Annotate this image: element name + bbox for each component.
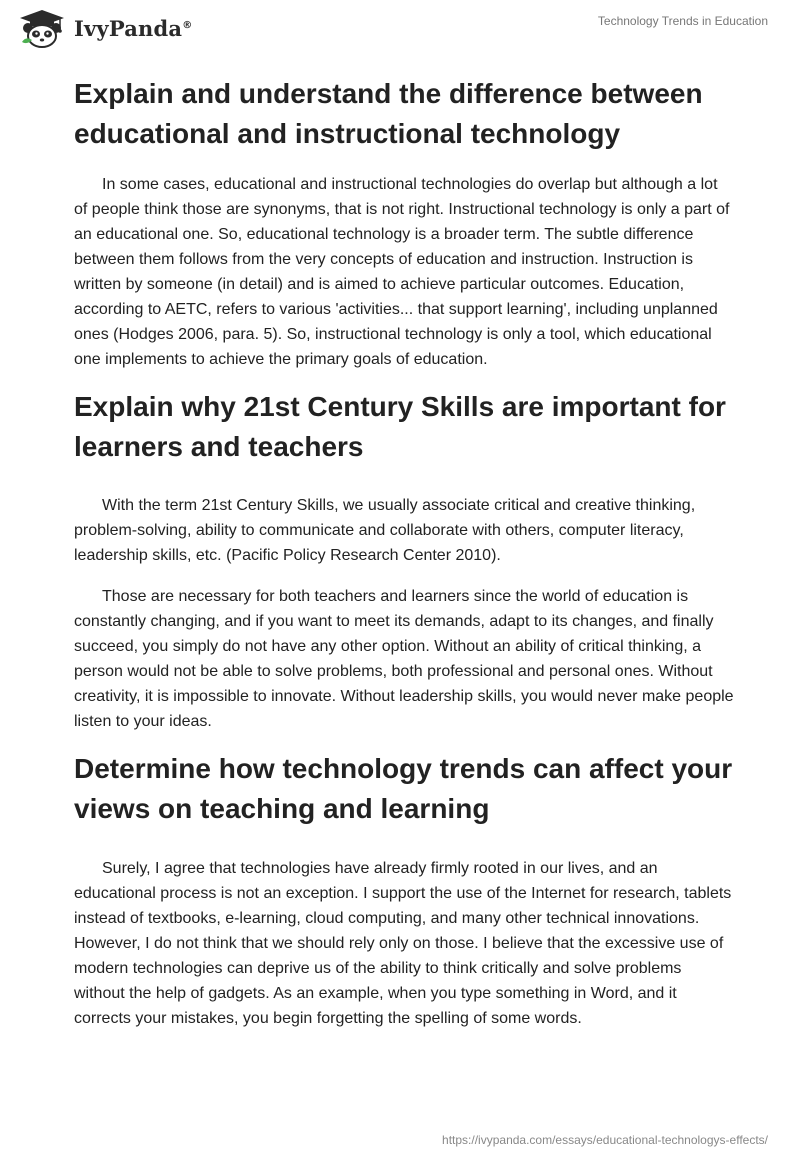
logo-wordmark: IvyPanda® [74,15,193,41]
section-paragraph: With the term 21st Century Skills, we usually associate critical and creative thinking, problem-solving, ability to communicate and collaborate with others, computer literacy, leadership skills, etc. (Pacific Policy Research Center 2010). [74,497,696,564]
section-paragraph: Those are necessary for both teachers and learners since the world of education is constantly changing, and if you want to meet its demands, adapt to its changes, and finally succeed, you simply do not have any other option. Without an ability of critical thinking, a person would not be able to solve problems, both professional and personal ones. Without creativity, it is impossible to innovate. Without leadership skills, you would never make people listen to your ideas. [74,588,734,730]
page-header [0,0,800,70]
section-paragraph: In some cases, educational and instructional technologies do overlap but although a lot of people think those are synonyms, that is not right. Instructional technology is only a part of an educational one. So, educational technology is a broader term. The subtle difference between them follows from the very concepts of education and instruction. Instruction is written by someone (in detail) and is aimed to achieve particular outcomes. Education, according to AETC, refers to various 'activities... that support learning', including unplanned ones (Hodges 2006, para. 5). So, instructional technology is only a tool, which educational one implements to achieve the primary goals of education. [74,176,730,368]
section-heading: Explain why 21st Century Skills are important for learners and teachers [74,391,726,462]
section-heading: Explain and understand the difference between educational and instructional technology [74,78,703,149]
source-url-link[interactable]: https://ivypanda.com/essays/educational-technologys-effects/ [442,1133,768,1147]
essay-content [74,74,734,1031]
logo[interactable] [16,8,192,48]
section-heading: Determine how technology trends can affect your views on teaching and learning [74,753,733,824]
document-title: Technology Trends in Education [597,14,768,28]
section-paragraph: Surely, I agree that technologies have already firmly rooted in our lives, and an educational process is not an exception. I support the use of the Internet for research, tablets instead of textbooks, e-learning, cloud computing, and many other technical innovations. However, I do not think that we should rely only on those. I believe that the excessive use of modern technologies can deprive us of the ability to think critically and solve problems without the help of gadgets. As an example, when you type something in Word, and it corrects your mistakes, you begin forgetting the spelling of some words. [74,860,732,1027]
panda-graduate-icon [16,8,68,48]
